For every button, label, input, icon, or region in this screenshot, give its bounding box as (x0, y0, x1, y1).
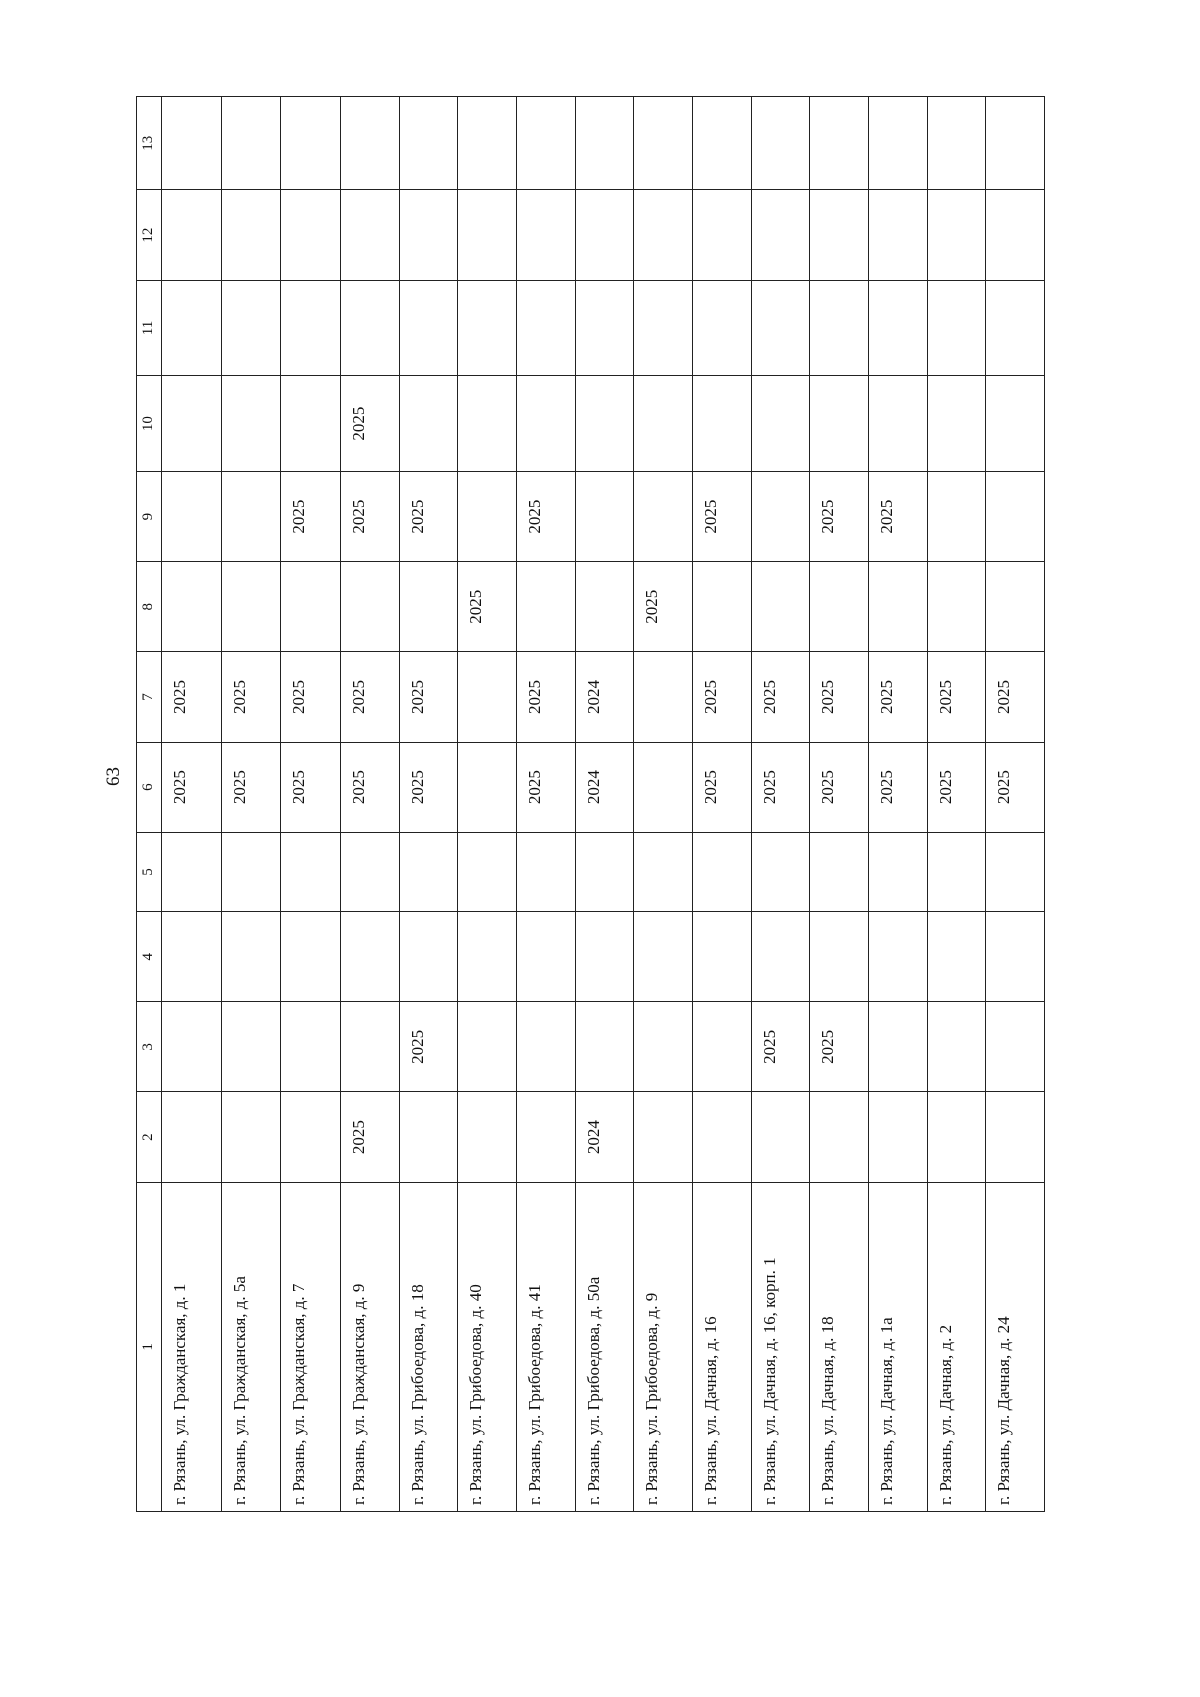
address-cell: г. Рязань, ул. Дачная, д. 18 (810, 1182, 869, 1511)
year-cell-col-13 (693, 97, 752, 191)
address-cell: г. Рязань, ул. Дачная, д. 24 (986, 1182, 1045, 1511)
table-row (927, 97, 986, 1512)
year-cell-col-11 (517, 280, 576, 376)
year-cell-col-9: 2025 (810, 471, 869, 561)
year-cell-col-5 (751, 832, 810, 911)
table-row (575, 97, 634, 1512)
year-cell-col-5 (458, 832, 517, 911)
table-row (810, 97, 869, 1512)
year-cell-col-13 (868, 97, 927, 191)
table-row (693, 97, 752, 1512)
year-cell-col-8: 2025 (458, 562, 517, 652)
year-cell-col-8 (868, 562, 927, 652)
column-header: 3 (137, 1002, 162, 1092)
table-row (341, 97, 400, 1512)
year-cell-col-10: 2025 (341, 376, 400, 472)
year-cell-col-5 (575, 832, 634, 911)
year-cell-col-12 (399, 190, 458, 280)
year-cell-col-10 (517, 376, 576, 472)
year-cell-col-2 (693, 1092, 752, 1182)
year-cell-col-12 (868, 190, 927, 280)
address-cell: г. Рязань, ул. Грибоедова, д. 41 (517, 1182, 576, 1511)
table-row (281, 97, 341, 1512)
year-cell-col-4 (162, 912, 222, 1002)
year-cell-col-3: 2025 (399, 1002, 458, 1092)
column-header: 10 (137, 376, 162, 472)
schedule-table-container (136, 96, 1045, 1512)
year-cell-col-6: 2025 (927, 742, 986, 832)
year-cell-col-2 (281, 1092, 341, 1182)
year-cell-col-9 (221, 471, 281, 561)
year-cell-col-13 (927, 97, 986, 191)
table-row (634, 97, 693, 1512)
year-cell-col-10 (399, 376, 458, 472)
year-cell-col-9: 2025 (517, 471, 576, 561)
year-cell-col-12 (575, 190, 634, 280)
year-cell-col-8 (751, 562, 810, 652)
column-header: 13 (137, 97, 162, 191)
year-cell-col-10 (986, 376, 1045, 472)
year-cell-col-9 (927, 471, 986, 561)
year-cell-col-2 (162, 1092, 222, 1182)
year-cell-col-13 (399, 97, 458, 191)
column-header: 7 (137, 652, 162, 742)
year-cell-col-11 (458, 280, 517, 376)
year-cell-col-2 (517, 1092, 576, 1182)
year-cell-col-11 (341, 280, 400, 376)
year-cell-col-2: 2024 (575, 1092, 634, 1182)
year-cell-col-3 (517, 1002, 576, 1092)
year-cell-col-4 (927, 912, 986, 1002)
year-cell-col-4 (221, 912, 281, 1002)
year-cell-col-8 (399, 562, 458, 652)
address-cell: г. Рязань, ул. Гражданская, д. 5а (221, 1182, 281, 1511)
year-cell-col-3 (986, 1002, 1045, 1092)
year-cell-col-3: 2025 (751, 1002, 810, 1092)
table-row (986, 97, 1045, 1512)
year-cell-col-13 (281, 97, 341, 191)
year-cell-col-12 (927, 190, 986, 280)
year-cell-col-6: 2025 (517, 742, 576, 832)
year-cell-col-4 (575, 912, 634, 1002)
address-cell: г. Рязань, ул. Гражданская, д. 7 (281, 1182, 341, 1511)
year-cell-col-12 (810, 190, 869, 280)
year-cell-col-4 (868, 912, 927, 1002)
year-cell-col-2 (458, 1092, 517, 1182)
year-cell-col-8 (162, 562, 222, 652)
year-cell-col-6: 2025 (986, 742, 1045, 832)
year-cell-col-12 (517, 190, 576, 280)
year-cell-col-7: 2025 (927, 652, 986, 742)
column-header: 8 (137, 562, 162, 652)
year-cell-col-11 (221, 280, 281, 376)
year-cell-col-7: 2025 (868, 652, 927, 742)
year-cell-col-11 (810, 280, 869, 376)
table-row (221, 97, 281, 1512)
year-cell-col-2 (927, 1092, 986, 1182)
year-cell-col-7: 2025 (221, 652, 281, 742)
year-cell-col-4 (634, 912, 693, 1002)
year-cell-col-8 (575, 562, 634, 652)
year-cell-col-5 (810, 832, 869, 911)
column-header: 2 (137, 1092, 162, 1182)
year-cell-col-12 (458, 190, 517, 280)
year-cell-col-5 (281, 832, 341, 911)
year-cell-col-8 (986, 562, 1045, 652)
year-cell-col-4 (399, 912, 458, 1002)
year-cell-col-3 (281, 1002, 341, 1092)
year-cell-col-8 (517, 562, 576, 652)
year-cell-col-4 (341, 912, 400, 1002)
year-cell-col-12 (986, 190, 1045, 280)
year-cell-col-5 (399, 832, 458, 911)
year-cell-col-5 (986, 832, 1045, 911)
year-cell-col-13 (810, 97, 869, 191)
year-cell-col-7: 2025 (281, 652, 341, 742)
year-cell-col-11 (281, 280, 341, 376)
year-cell-col-13 (634, 97, 693, 191)
year-cell-col-4 (810, 912, 869, 1002)
year-cell-col-3 (693, 1002, 752, 1092)
year-cell-col-12 (751, 190, 810, 280)
year-cell-col-7 (458, 652, 517, 742)
year-cell-col-10 (927, 376, 986, 472)
year-cell-col-7: 2024 (575, 652, 634, 742)
year-cell-col-9 (575, 471, 634, 561)
year-cell-col-6 (634, 742, 693, 832)
table-row (162, 97, 222, 1512)
year-cell-col-6: 2025 (751, 742, 810, 832)
year-cell-col-8 (810, 562, 869, 652)
year-cell-col-6: 2025 (281, 742, 341, 832)
year-cell-col-5 (517, 832, 576, 911)
year-cell-col-13 (751, 97, 810, 191)
address-cell: г. Рязань, ул. Дачная, д. 2 (927, 1182, 986, 1511)
year-cell-col-13 (341, 97, 400, 191)
year-cell-col-5 (634, 832, 693, 911)
column-header: 9 (137, 471, 162, 561)
year-cell-col-6: 2025 (399, 742, 458, 832)
year-cell-col-13 (162, 97, 222, 191)
year-cell-col-2 (221, 1092, 281, 1182)
year-cell-col-11 (162, 280, 222, 376)
year-cell-col-13 (575, 97, 634, 191)
year-cell-col-12 (281, 190, 341, 280)
rotated-table (136, 96, 1045, 1512)
year-cell-col-2 (810, 1092, 869, 1182)
year-cell-col-7 (634, 652, 693, 742)
year-cell-col-2 (399, 1092, 458, 1182)
address-cell: г. Рязань, ул. Дачная, д. 16 (693, 1182, 752, 1511)
year-cell-col-7: 2025 (693, 652, 752, 742)
header-row (137, 97, 162, 1512)
year-cell-col-2 (986, 1092, 1045, 1182)
year-cell-col-12 (634, 190, 693, 280)
column-header: 4 (137, 912, 162, 1002)
year-cell-col-5 (693, 832, 752, 911)
year-cell-col-13 (517, 97, 576, 191)
year-cell-col-3 (221, 1002, 281, 1092)
year-cell-col-10 (634, 376, 693, 472)
year-cell-col-6 (458, 742, 517, 832)
year-cell-col-5 (221, 832, 281, 911)
year-cell-col-7: 2025 (341, 652, 400, 742)
column-header: 12 (137, 190, 162, 280)
year-cell-col-11 (751, 280, 810, 376)
column-header: 1 (137, 1182, 162, 1511)
address-cell: г. Рязань, ул. Дачная, д. 1а (868, 1182, 927, 1511)
year-cell-col-8: 2025 (634, 562, 693, 652)
year-cell-col-4 (986, 912, 1045, 1002)
year-cell-col-3 (634, 1002, 693, 1092)
address-cell: г. Рязань, ул. Грибоедова, д. 18 (399, 1182, 458, 1511)
year-cell-col-6: 2024 (575, 742, 634, 832)
year-cell-col-9 (458, 471, 517, 561)
year-cell-col-11 (575, 280, 634, 376)
year-cell-col-8 (341, 562, 400, 652)
year-cell-col-9: 2025 (693, 471, 752, 561)
year-cell-col-7: 2025 (517, 652, 576, 742)
year-cell-col-12 (162, 190, 222, 280)
year-cell-col-3 (341, 1002, 400, 1092)
year-cell-col-9 (162, 471, 222, 561)
year-cell-col-2 (751, 1092, 810, 1182)
year-cell-col-10 (751, 376, 810, 472)
table-row (458, 97, 517, 1512)
year-cell-col-10 (868, 376, 927, 472)
table-body (162, 97, 1045, 1512)
address-cell: г. Рязань, ул. Гражданская, д. 9 (341, 1182, 400, 1511)
table-row (868, 97, 927, 1512)
year-cell-col-5 (162, 832, 222, 911)
year-cell-col-8 (221, 562, 281, 652)
year-cell-col-10 (810, 376, 869, 472)
year-cell-col-2: 2025 (341, 1092, 400, 1182)
year-cell-col-12 (341, 190, 400, 280)
year-cell-col-2 (634, 1092, 693, 1182)
year-cell-col-6: 2025 (693, 742, 752, 832)
year-cell-col-10 (162, 376, 222, 472)
schedule-table (136, 96, 1045, 1512)
year-cell-col-6: 2025 (162, 742, 222, 832)
year-cell-col-13 (221, 97, 281, 191)
year-cell-col-10 (281, 376, 341, 472)
year-cell-col-7: 2025 (399, 652, 458, 742)
year-cell-col-6: 2025 (868, 742, 927, 832)
year-cell-col-8 (281, 562, 341, 652)
address-cell: г. Рязань, ул. Дачная, д. 16, корп. 1 (751, 1182, 810, 1511)
year-cell-col-8 (927, 562, 986, 652)
table-row (517, 97, 576, 1512)
year-cell-col-4 (693, 912, 752, 1002)
year-cell-col-9 (751, 471, 810, 561)
year-cell-col-7: 2025 (810, 652, 869, 742)
year-cell-col-11 (927, 280, 986, 376)
year-cell-col-5 (927, 832, 986, 911)
year-cell-col-13 (458, 97, 517, 191)
year-cell-col-11 (693, 280, 752, 376)
year-cell-col-11 (986, 280, 1045, 376)
year-cell-col-10 (575, 376, 634, 472)
year-cell-col-10 (693, 376, 752, 472)
year-cell-col-4 (751, 912, 810, 1002)
address-cell: г. Рязань, ул. Грибоедова, д. 40 (458, 1182, 517, 1511)
year-cell-col-9 (634, 471, 693, 561)
column-header: 11 (137, 280, 162, 376)
year-cell-col-11 (868, 280, 927, 376)
year-cell-col-9: 2025 (868, 471, 927, 561)
year-cell-col-6: 2025 (221, 742, 281, 832)
address-cell: г. Рязань, ул. Грибоедова, д. 50а (575, 1182, 634, 1511)
year-cell-col-8 (693, 562, 752, 652)
year-cell-col-9: 2025 (281, 471, 341, 561)
year-cell-col-10 (221, 376, 281, 472)
year-cell-col-7: 2025 (162, 652, 222, 742)
year-cell-col-3 (868, 1002, 927, 1092)
address-cell: г. Рязань, ул. Грибоедова, д. 9 (634, 1182, 693, 1511)
year-cell-col-5 (868, 832, 927, 911)
year-cell-col-3 (458, 1002, 517, 1092)
year-cell-col-4 (517, 912, 576, 1002)
year-cell-col-7: 2025 (986, 652, 1045, 742)
table-row (399, 97, 458, 1512)
year-cell-col-9: 2025 (341, 471, 400, 561)
column-header: 6 (137, 742, 162, 832)
year-cell-col-4 (458, 912, 517, 1002)
year-cell-col-5 (341, 832, 400, 911)
year-cell-col-2 (868, 1092, 927, 1182)
address-cell: г. Рязань, ул. Гражданская, д. 1 (162, 1182, 222, 1511)
year-cell-col-11 (634, 280, 693, 376)
year-cell-col-9: 2025 (399, 471, 458, 561)
year-cell-col-6: 2025 (341, 742, 400, 832)
year-cell-col-13 (986, 97, 1045, 191)
year-cell-col-9 (986, 471, 1045, 561)
year-cell-col-3 (927, 1002, 986, 1092)
year-cell-col-4 (281, 912, 341, 1002)
page-number: 63 (103, 767, 124, 786)
table-row (751, 97, 810, 1512)
column-header: 5 (137, 832, 162, 911)
year-cell-col-12 (693, 190, 752, 280)
year-cell-col-6: 2025 (810, 742, 869, 832)
year-cell-col-11 (399, 280, 458, 376)
year-cell-col-3 (162, 1002, 222, 1092)
year-cell-col-3: 2025 (810, 1002, 869, 1092)
year-cell-col-3 (575, 1002, 634, 1092)
year-cell-col-10 (458, 376, 517, 472)
year-cell-col-7: 2025 (751, 652, 810, 742)
year-cell-col-12 (221, 190, 281, 280)
